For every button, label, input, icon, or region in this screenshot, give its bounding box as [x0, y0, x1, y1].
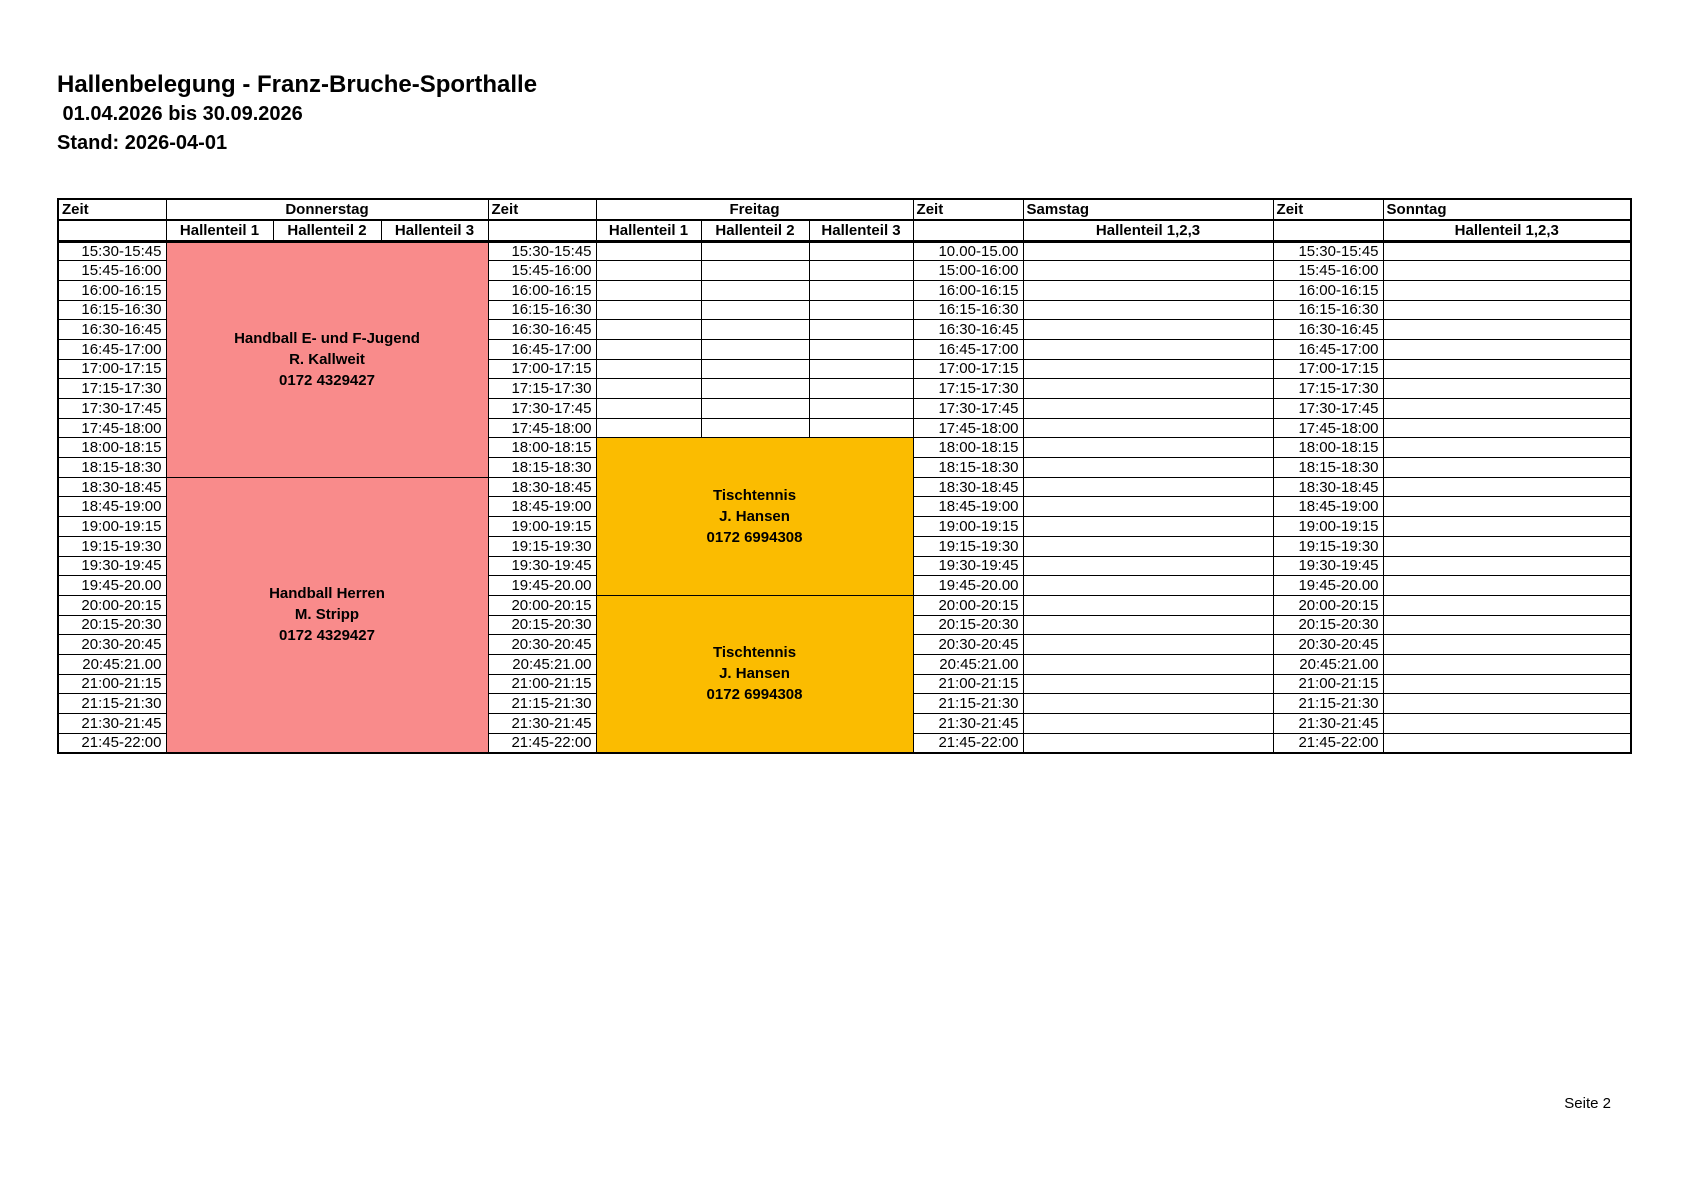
time-cell: 21:30-21:45	[913, 714, 1023, 734]
booking-block	[166, 477, 488, 753]
time-cell: 21:00-21:15	[58, 674, 166, 694]
empty-slot-cell	[1023, 379, 1273, 399]
time-cell: 18:15-18:30	[913, 458, 1023, 478]
time-cell: 20:30-20:45	[1273, 635, 1383, 655]
zeit-header: Zeit	[913, 199, 1023, 220]
empty-slot-cell	[809, 359, 913, 379]
booking-contact: J. Hansen	[719, 665, 790, 683]
time-cell: 21:30-21:45	[58, 714, 166, 734]
booking-block	[596, 438, 913, 596]
time-cell: 18:00-18:15	[58, 438, 166, 458]
empty-slot-cell	[596, 300, 701, 320]
empty-slot-cell	[596, 320, 701, 340]
day-header-sonntag: Sonntag	[1383, 199, 1631, 220]
empty-slot-cell	[596, 399, 701, 419]
time-cell: 15:45-16:00	[1273, 261, 1383, 281]
empty-slot-cell	[701, 418, 809, 438]
empty-slot-cell	[1383, 595, 1631, 615]
empty-slot-cell	[1383, 635, 1631, 655]
empty-slot-cell	[1383, 300, 1631, 320]
empty-slot-cell	[1383, 458, 1631, 478]
time-cell: 19:00-19:15	[488, 517, 596, 537]
blank-header-cell	[913, 220, 1023, 241]
time-cell: 20:45:21.00	[58, 654, 166, 674]
time-cell: 21:30-21:45	[1273, 714, 1383, 734]
booking-contact: R. Kallweit	[289, 351, 365, 369]
empty-slot-cell	[701, 359, 809, 379]
empty-slot-cell	[701, 300, 809, 320]
empty-slot-cell	[1023, 359, 1273, 379]
empty-slot-cell	[1023, 576, 1273, 596]
time-cell: 19:15-19:30	[1273, 536, 1383, 556]
time-cell: 19:15-19:30	[488, 536, 596, 556]
empty-slot-cell	[1023, 556, 1273, 576]
time-cell: 18:00-18:15	[488, 438, 596, 458]
empty-slot-cell	[1023, 320, 1273, 340]
time-cell: 21:30-21:45	[488, 714, 596, 734]
time-cell: 21:45-22:00	[1273, 733, 1383, 753]
empty-slot-cell	[1383, 438, 1631, 458]
booking-block	[596, 595, 913, 753]
empty-slot-cell	[1023, 339, 1273, 359]
empty-slot-cell	[1023, 261, 1273, 281]
empty-slot-cell	[1383, 497, 1631, 517]
day-header-row	[58, 199, 1631, 220]
time-cell: 20:15-20:30	[1273, 615, 1383, 635]
empty-slot-cell	[596, 280, 701, 300]
time-cell: 16:45-17:00	[58, 339, 166, 359]
empty-slot-cell	[1023, 477, 1273, 497]
hallenteil-header: Hallenteil 2	[273, 220, 381, 241]
empty-slot-cell	[701, 379, 809, 399]
empty-slot-cell	[701, 320, 809, 340]
time-cell: 18:30-18:45	[913, 477, 1023, 497]
empty-slot-cell	[809, 261, 913, 281]
time-cell: 19:45-20.00	[488, 576, 596, 596]
empty-slot-cell	[809, 379, 913, 399]
time-cell: 15:30-15:45	[1273, 241, 1383, 261]
stand-date: Stand: 2026-04-01	[57, 132, 228, 154]
time-cell: 20:15-20:30	[913, 615, 1023, 635]
time-cell: 21:15-21:30	[58, 694, 166, 714]
time-cell: 16:45-17:00	[488, 339, 596, 359]
empty-slot-cell	[809, 241, 913, 261]
booking-title: Handball Herren	[269, 585, 385, 603]
time-cell: 20:00-20:15	[1273, 595, 1383, 615]
time-cell: 17:00-17:15	[913, 359, 1023, 379]
time-cell: 18:30-18:45	[1273, 477, 1383, 497]
empty-slot-cell	[1023, 300, 1273, 320]
empty-slot-cell	[596, 418, 701, 438]
day-header-samstag: Samstag	[1023, 199, 1273, 220]
time-cell: 17:00-17:15	[58, 359, 166, 379]
booking-title: Tischtennis	[712, 487, 797, 505]
time-cell: 18:15-18:30	[1273, 458, 1383, 478]
empty-slot-cell	[1023, 635, 1273, 655]
booking-title: Handball E- und F-Jugend	[234, 330, 420, 348]
time-cell: 20:45:21.00	[913, 654, 1023, 674]
empty-slot-cell	[596, 339, 701, 359]
time-cell: 15:45-16:00	[58, 261, 166, 281]
time-cell: 18:45-19:00	[58, 497, 166, 517]
time-cell: 19:15-19:30	[913, 536, 1023, 556]
time-cell: 16:30-16:45	[488, 320, 596, 340]
time-cell: 17:15-17:30	[488, 379, 596, 399]
time-cell: 15:45-16:00	[488, 261, 596, 281]
time-cell: 17:45-18:00	[1273, 418, 1383, 438]
empty-slot-cell	[1023, 418, 1273, 438]
empty-slot-cell	[1383, 654, 1631, 674]
empty-slot-cell	[809, 339, 913, 359]
empty-slot-cell	[701, 261, 809, 281]
day-header-donnerstag: Donnerstag	[166, 199, 488, 220]
time-cell: 17:45-18:00	[58, 418, 166, 438]
day-header-freitag: Freitag	[596, 199, 913, 220]
time-cell: 18:15-18:30	[488, 458, 596, 478]
hallenteil-header: Hallenteil 1,2,3	[1383, 220, 1631, 241]
blank-header-cell	[488, 220, 596, 241]
empty-slot-cell	[1023, 536, 1273, 556]
time-cell: 16:15-16:30	[913, 300, 1023, 320]
time-cell: 20:30-20:45	[913, 635, 1023, 655]
empty-slot-cell	[1023, 497, 1273, 517]
hallenteil-header: Hallenteil 1,2,3	[1023, 220, 1273, 241]
empty-slot-cell	[1383, 261, 1631, 281]
hallenteil-header: Hallenteil 1	[166, 220, 273, 241]
time-cell: 16:30-16:45	[913, 320, 1023, 340]
empty-slot-cell	[1023, 694, 1273, 714]
booking-phone: 0172 4329427	[279, 372, 375, 390]
empty-slot-cell	[1383, 359, 1631, 379]
empty-slot-cell	[1383, 694, 1631, 714]
blank-header-cell	[1273, 220, 1383, 241]
page-number: Seite 2	[1564, 1095, 1611, 1112]
empty-slot-cell	[1383, 674, 1631, 694]
time-cell: 20:30-20:45	[58, 635, 166, 655]
time-cell: 17:15-17:30	[58, 379, 166, 399]
time-cell: 20:15-20:30	[58, 615, 166, 635]
time-cell: 15:30-15:45	[488, 241, 596, 261]
time-cell: 20:15-20:30	[488, 615, 596, 635]
time-cell: 15:00-16:00	[913, 261, 1023, 281]
time-cell: 21:45-22:00	[488, 733, 596, 753]
empty-slot-cell	[809, 418, 913, 438]
time-cell: 21:45-22:00	[58, 733, 166, 753]
empty-slot-cell	[701, 241, 809, 261]
booking-contact: M. Stripp	[294, 606, 360, 624]
title-block	[57, 70, 537, 158]
booking-phone: 0172 6994308	[706, 529, 803, 547]
hallenteil-header: Hallenteil 2	[701, 220, 809, 241]
time-cell: 16:15-16:30	[488, 300, 596, 320]
empty-slot-cell	[809, 300, 913, 320]
time-cell: 17:45-18:00	[488, 418, 596, 438]
time-cell: 17:15-17:30	[1273, 379, 1383, 399]
table-header	[58, 199, 1631, 241]
time-cell: 17:30-17:45	[1273, 399, 1383, 419]
empty-slot-cell	[1383, 280, 1631, 300]
empty-slot-cell	[1383, 714, 1631, 734]
time-cell: 19:30-19:45	[488, 556, 596, 576]
hallenteil-header: Hallenteil 3	[809, 220, 913, 241]
time-cell: 18:30-18:45	[488, 477, 596, 497]
empty-slot-cell	[1383, 241, 1631, 261]
time-cell: 18:15-18:30	[58, 458, 166, 478]
page-title: Hallenbelegung - Franz-Bruche-Sporthalle	[57, 71, 538, 98]
empty-slot-cell	[1383, 615, 1631, 635]
time-cell: 20:45:21.00	[488, 654, 596, 674]
hallenteil-header-row	[58, 220, 1631, 241]
time-cell: 18:45-19:00	[1273, 497, 1383, 517]
empty-slot-cell	[1023, 458, 1273, 478]
empty-slot-cell	[809, 320, 913, 340]
time-cell: 17:30-17:45	[488, 399, 596, 419]
empty-slot-cell	[1383, 556, 1631, 576]
empty-slot-cell	[1023, 595, 1273, 615]
empty-slot-cell	[596, 359, 701, 379]
empty-slot-cell	[596, 261, 701, 281]
time-cell: 19:30-19:45	[1273, 556, 1383, 576]
empty-slot-cell	[701, 339, 809, 359]
time-cell: 16:30-16:45	[58, 320, 166, 340]
time-cell: 15:30-15:45	[58, 241, 166, 261]
booking-block	[166, 241, 488, 477]
booking-contact: J. Hansen	[719, 508, 790, 526]
time-cell: 21:45-22:00	[913, 733, 1023, 753]
time-cell: 19:45-20.00	[913, 576, 1023, 596]
empty-slot-cell	[1023, 399, 1273, 419]
blank-header-cell	[58, 220, 166, 241]
time-cell: 16:30-16:45	[1273, 320, 1383, 340]
time-cell: 21:15-21:30	[488, 694, 596, 714]
time-cell: 16:45-17:00	[913, 339, 1023, 359]
time-cell: 17:30-17:45	[58, 399, 166, 419]
empty-slot-cell	[596, 379, 701, 399]
hallenteil-header: Hallenteil 3	[381, 220, 488, 241]
booking-phone: 0172 6994308	[706, 686, 803, 704]
empty-slot-cell	[1383, 418, 1631, 438]
time-cell: 16:15-16:30	[1273, 300, 1383, 320]
time-cell: 18:45-19:00	[913, 497, 1023, 517]
time-cell: 19:00-19:15	[58, 517, 166, 537]
empty-slot-cell	[1383, 339, 1631, 359]
time-cell: 17:00-17:15	[1273, 359, 1383, 379]
time-cell: 16:00-16:15	[1273, 280, 1383, 300]
empty-slot-cell	[1023, 714, 1273, 734]
time-cell: 18:00-18:15	[913, 438, 1023, 458]
schedule-row	[58, 241, 1631, 261]
time-cell: 20:30-20:45	[488, 635, 596, 655]
empty-slot-cell	[701, 399, 809, 419]
empty-slot-cell	[1383, 399, 1631, 419]
time-cell: 16:00-16:15	[913, 280, 1023, 300]
time-cell: 19:45-20.00	[58, 576, 166, 596]
empty-slot-cell	[1383, 576, 1631, 596]
empty-slot-cell	[1023, 438, 1273, 458]
zeit-header: Zeit	[488, 199, 596, 220]
empty-slot-cell	[809, 399, 913, 419]
date-range: 01.04.2026 bis 30.09.2026	[57, 103, 303, 125]
time-cell: 19:30-19:45	[913, 556, 1023, 576]
empty-slot-cell	[1383, 477, 1631, 497]
empty-slot-cell	[701, 280, 809, 300]
time-cell: 20:00-20:15	[913, 595, 1023, 615]
time-cell: 16:15-16:30	[58, 300, 166, 320]
booking-phone: 0172 4329427	[279, 627, 375, 645]
booking-title: Tischtennis	[712, 644, 797, 662]
empty-slot-cell	[1023, 517, 1273, 537]
empty-slot-cell	[596, 241, 701, 261]
occupancy-table	[57, 198, 1632, 754]
time-cell: 18:00-18:15	[1273, 438, 1383, 458]
time-cell: 18:30-18:45	[58, 477, 166, 497]
schedule-body	[58, 241, 1631, 753]
time-cell: 21:15-21:30	[913, 694, 1023, 714]
time-cell: 21:00-21:15	[913, 674, 1023, 694]
empty-slot-cell	[809, 280, 913, 300]
time-cell: 19:00-19:15	[1273, 517, 1383, 537]
empty-slot-cell	[1383, 733, 1631, 753]
time-cell: 20:45:21.00	[1273, 654, 1383, 674]
time-cell: 10.00-15.00	[913, 241, 1023, 261]
empty-slot-cell	[1023, 615, 1273, 635]
time-cell: 17:15-17:30	[913, 379, 1023, 399]
empty-slot-cell	[1023, 733, 1273, 753]
time-cell: 16:00-16:15	[58, 280, 166, 300]
time-cell: 16:45-17:00	[1273, 339, 1383, 359]
time-cell: 18:45-19:00	[488, 497, 596, 517]
time-cell: 17:00-17:15	[488, 359, 596, 379]
time-cell: 19:45-20.00	[1273, 576, 1383, 596]
empty-slot-cell	[1023, 674, 1273, 694]
time-cell: 17:30-17:45	[913, 399, 1023, 419]
time-cell: 19:30-19:45	[58, 556, 166, 576]
time-cell: 21:15-21:30	[1273, 694, 1383, 714]
empty-slot-cell	[1383, 517, 1631, 537]
empty-slot-cell	[1023, 241, 1273, 261]
time-cell: 20:00-20:15	[58, 595, 166, 615]
empty-slot-cell	[1023, 654, 1273, 674]
time-cell: 21:00-21:15	[1273, 674, 1383, 694]
time-cell: 19:00-19:15	[913, 517, 1023, 537]
empty-slot-cell	[1383, 379, 1631, 399]
time-cell: 16:00-16:15	[488, 280, 596, 300]
empty-slot-cell	[1383, 320, 1631, 340]
hallenteil-header: Hallenteil 1	[596, 220, 701, 241]
empty-slot-cell	[1023, 280, 1273, 300]
zeit-header: Zeit	[1273, 199, 1383, 220]
empty-slot-cell	[1383, 536, 1631, 556]
time-cell: 19:15-19:30	[58, 536, 166, 556]
zeit-header: Zeit	[58, 199, 166, 220]
time-cell: 17:45-18:00	[913, 418, 1023, 438]
time-cell: 21:00-21:15	[488, 674, 596, 694]
time-cell: 20:00-20:15	[488, 595, 596, 615]
